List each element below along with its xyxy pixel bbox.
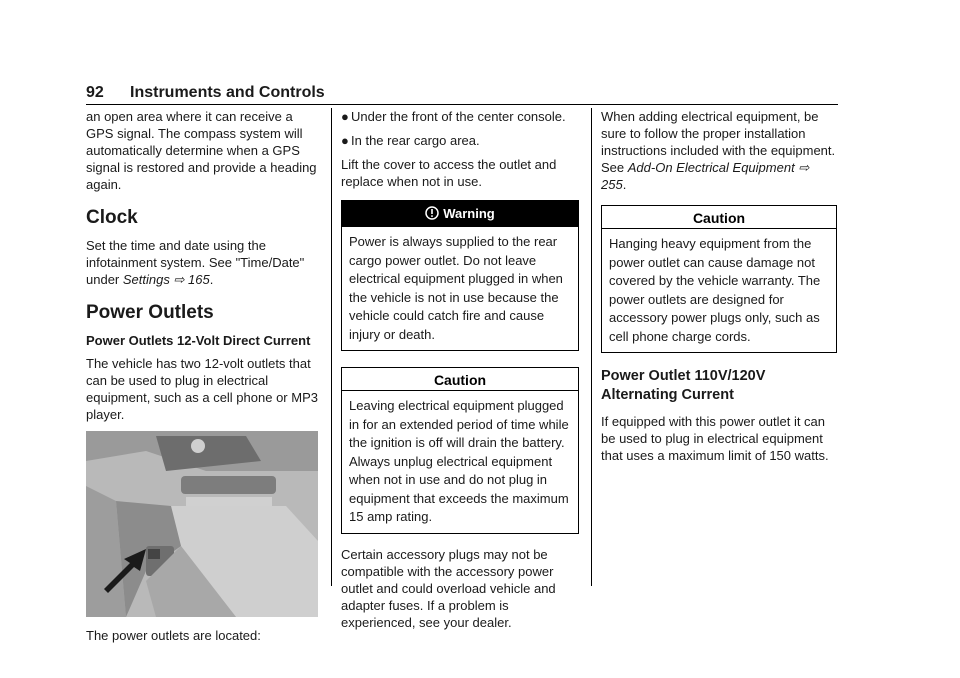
warning-title: Warning — [342, 201, 578, 227]
caution-title: Caution — [342, 368, 578, 391]
adding-equipment-paragraph: When adding electrical equipment, be sure to follow the proper installation instructions included with the equipment. See Add-On Electrical Equipment ⇨ 255. — [601, 109, 836, 192]
lift-cover-paragraph: Lift the cover to access the outlet and replace when not in use. — [341, 157, 557, 189]
list-item: ● In the rear cargo area. — [341, 133, 480, 148]
warning-box — [341, 200, 579, 351]
ac-outlet-heading: Power Outlet 110V/120V Alternating Current — [601, 368, 766, 403]
page-number: 92 — [86, 84, 104, 101]
power-outlets-heading: Power Outlets — [86, 302, 214, 323]
caution-title: Caution — [602, 206, 836, 229]
list-item: ● Under the front of the center console. — [341, 109, 566, 124]
column-1 — [86, 108, 318, 652]
dc-subheading: Power Outlets 12-Volt Direct Current — [86, 333, 311, 348]
section-title: Instruments and Controls — [130, 84, 325, 101]
caution-body: Hanging heavy equipment from the power outlet can cause damage not covered by the vehicle warranty. The power outlets are designed for accessory power plugs only, such as cell phone charge cords. — [609, 236, 821, 344]
compass-paragraph: an open area where it can receive a GPS signal. The compass system will automatically determine when a GPS signal is restored and provide a heading again. — [86, 109, 317, 192]
caution-box — [341, 367, 579, 534]
power-outlet-illustration — [86, 431, 318, 617]
column-2 — [341, 108, 579, 639]
outlet-location-list — [341, 108, 579, 149]
warning-icon — [425, 206, 439, 220]
caution-body: Leaving electrical equipment plugged in for an extended period of time while the ignition is off will drain the battery. Always unplug electrical equipment when not in use and do not plug in equipment that exceeds the maximum 15 amp rating. — [349, 398, 569, 524]
power-outlets-paragraph: The vehicle has two 12-volt outlets that can be used to plug in electrical equipment, such as a cell phone or MP3 player. — [86, 356, 318, 422]
bullet-icon: ● — [341, 109, 349, 124]
settings-reference-link[interactable]: Settings ⇨ 165 — [122, 272, 210, 287]
column-divider — [331, 108, 332, 586]
add-on-electrical-reference-link[interactable]: Add-On Electrical Equipment ⇨ 255 — [601, 160, 810, 192]
located-paragraph: The power outlets are located: — [86, 628, 261, 643]
clock-paragraph: Set the time and date using the infotainment system. See "Time/Date" under Settings ⇨ 165. — [86, 238, 305, 287]
caution-box — [601, 205, 837, 353]
page-header — [86, 84, 838, 105]
page-reference-icon: ⇨ — [798, 160, 810, 175]
column-divider — [591, 108, 592, 586]
accessory-paragraph: Certain accessory plugs may not be compatible with the accessory power outlet and could overload vehicle and adapter fuses. If a problem is experienced, see your dealer. — [341, 546, 556, 630]
bullet-icon: ● — [341, 133, 349, 148]
column-3 — [601, 108, 837, 472]
ac-outlet-paragraph: If equipped with this power outlet it can be used to plug in electrical equipment that uses a maximum limit of 150 watts. — [601, 414, 829, 463]
clock-heading: Clock — [86, 207, 138, 228]
page-reference-icon: ⇨ — [173, 272, 185, 287]
warning-body: Power is always supplied to the rear cargo power outlet. Do not leave electrical equipment plugged in when the vehicle is not in use because the vehicle could catch fire and cause injury or death. — [349, 234, 563, 342]
